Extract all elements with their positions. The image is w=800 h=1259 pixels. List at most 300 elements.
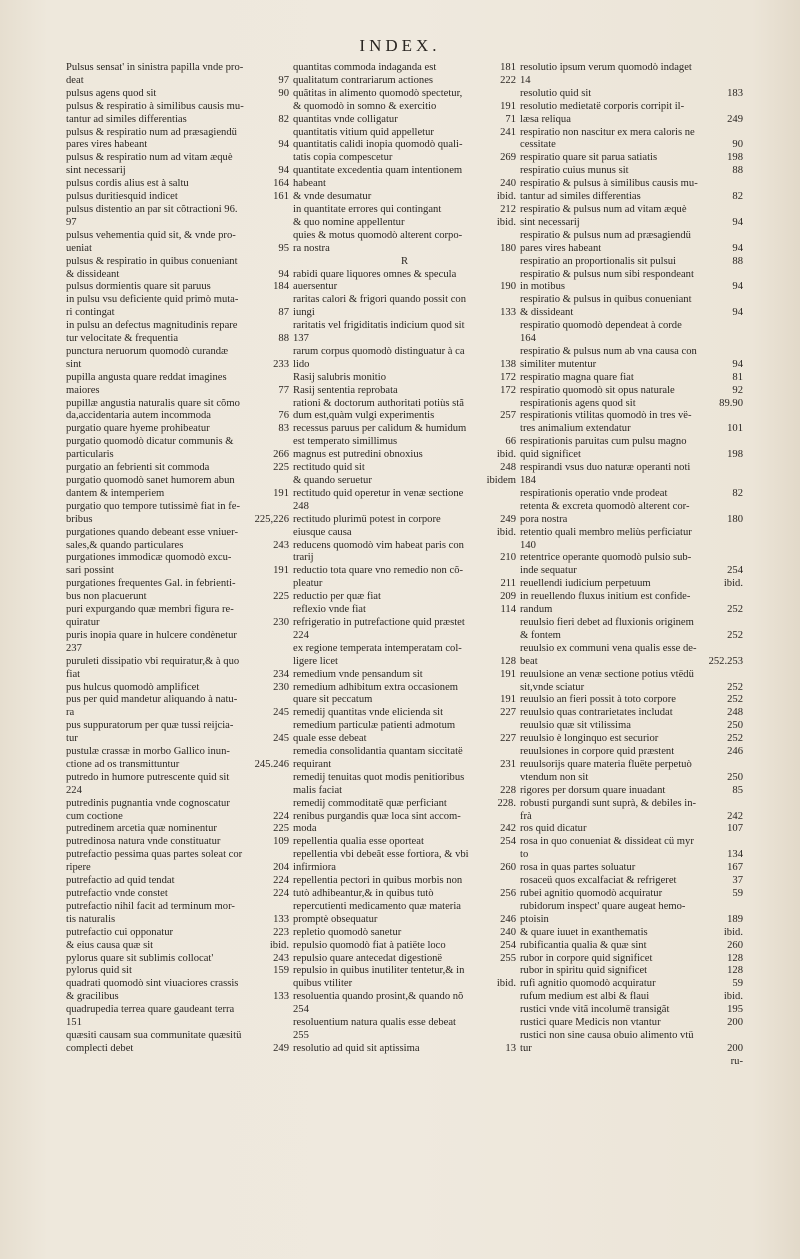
entry-text: quiratur <box>66 616 100 628</box>
entry-page: 59 <box>732 978 743 990</box>
index-entry <box>66 217 289 230</box>
entry-text: Rasij salubris monitio <box>293 371 386 383</box>
entry-text: rectitudo quid sit <box>293 462 365 474</box>
entry-text: infirmiora <box>293 862 336 874</box>
index-columns <box>66 62 772 1069</box>
index-entry <box>293 862 516 875</box>
entry-page: 198 <box>727 449 743 461</box>
index-entry <box>520 862 743 875</box>
index-entry <box>293 243 516 256</box>
entry-page: 190 <box>500 281 516 293</box>
index-entry <box>293 514 516 527</box>
index-entry <box>293 475 516 488</box>
entry-text: respiratio & pulsus num ab vna causa con <box>520 345 697 357</box>
entry-text: pora nostra <box>520 513 568 525</box>
entry-text: pus suppuratorum per quæ tussi reijcia- <box>66 720 234 732</box>
entry-text: puruleti dissipatio vbi requiratur,& à quo <box>66 655 240 667</box>
index-entry <box>520 243 743 256</box>
index-entry <box>293 978 516 991</box>
entry-text: reuulsio è longinquo est securior <box>520 733 659 745</box>
entry-text: reuulsio an fieri possit à toto corpore <box>520 694 676 706</box>
entry-text: puri expurgando quæ membri figura re- <box>66 604 234 616</box>
entry-text: rustici non sine causa obuio alimento vtü <box>520 1029 694 1041</box>
entry-text: pus per quid mandetur aliquando à natu- <box>66 694 238 706</box>
index-entry <box>66 798 289 811</box>
index-entry <box>520 88 743 101</box>
entry-page: 242 <box>727 810 743 822</box>
index-entry <box>520 165 743 178</box>
index-entry <box>520 978 743 991</box>
entry-text: reuulsio fieri debet ad fluxionis originem <box>520 616 694 628</box>
entry-text: cessitate <box>520 139 556 151</box>
entry-page: 252 <box>727 681 743 693</box>
index-entry <box>520 759 743 772</box>
index-entry <box>66 75 289 88</box>
entry-page: 248 <box>727 707 743 719</box>
entry-text: remedium vnde pensandum sit <box>293 668 423 680</box>
entry-page: 245 <box>273 733 289 745</box>
index-entry <box>66 320 289 333</box>
index-entry <box>520 152 743 165</box>
entry-page: 159 <box>273 965 289 977</box>
entry-page: 138 <box>500 358 516 370</box>
entry-text: ri contingat <box>66 307 115 319</box>
index-entry <box>66 449 289 462</box>
entry-page: 82 <box>278 113 289 125</box>
entry-text: pus hulcus quomodò amplificet <box>66 681 200 693</box>
entry-text: reuellendi iudicium perpetuum <box>520 578 651 590</box>
entry-text: & dissideant <box>66 268 120 280</box>
entry-text: respirationis vtilitas quomodò in tres vë- <box>520 410 692 422</box>
entry-page: 76 <box>278 410 289 422</box>
entry-text: pylorus quare sit sublimis collocat' <box>66 952 214 964</box>
index-entry <box>293 720 516 733</box>
entry-text: sint necessarij <box>520 216 580 228</box>
index-entry <box>293 914 516 927</box>
index-entry <box>66 888 289 901</box>
index-entry <box>520 901 743 914</box>
entry-page: 240 <box>500 178 516 190</box>
entry-text: similiter mutentur <box>520 358 597 370</box>
entry-page: 191 <box>500 668 516 680</box>
index-entry <box>293 694 516 707</box>
entry-page: 210 <box>500 552 516 564</box>
index-entry <box>520 682 743 695</box>
entry-text: moda <box>293 823 317 835</box>
index-entry <box>66 436 289 449</box>
entry-text: trarij <box>293 552 314 564</box>
entry-text: reductio per quæ fiat <box>293 591 381 603</box>
index-entry <box>66 720 289 733</box>
entry-text: requirant <box>293 758 332 770</box>
index-entry <box>66 165 289 178</box>
entry-page: 250 <box>727 771 743 783</box>
index-entry <box>66 669 289 682</box>
entry-page: ibid. <box>496 526 516 538</box>
index-entry <box>66 914 289 927</box>
index-entry <box>66 462 289 475</box>
index-entry <box>520 436 743 449</box>
entry-text: reuulsio ex communi vena qualis esse de- <box>520 642 697 654</box>
index-entry <box>293 449 516 462</box>
entry-page: 246 <box>500 913 516 925</box>
entry-page: 184 <box>273 281 289 293</box>
entry-text: 97 <box>66 216 77 228</box>
entry-text: rubificantia qualia & quæ sint <box>520 939 647 951</box>
entry-text: ru- <box>730 1055 743 1067</box>
entry-page: 245 <box>273 707 289 719</box>
entry-text: retenta & excreta quomodò alterent cor- <box>520 500 690 512</box>
entry-text: tantur ad similes differentias <box>520 191 641 203</box>
entry-text: robusti purgandi sunt suprà, & debiles in- <box>520 797 697 809</box>
entry-text: 137 <box>293 333 309 345</box>
entry-page: 88 <box>278 333 289 345</box>
entry-text: respiratio quomodò sit opus naturale <box>520 384 675 396</box>
entry-page: 230 <box>273 681 289 693</box>
entry-text: pustulæ crassæ in morbo Gallico inun- <box>66 746 230 758</box>
index-entry <box>520 656 743 669</box>
entry-text: ex regione temperata intemperatam col- <box>293 642 462 654</box>
index-entry <box>293 527 516 540</box>
index-entry <box>293 346 516 359</box>
entry-text: pulsus & respiratio num ad præsagiendü <box>66 126 237 138</box>
entry-page: 133 <box>273 913 289 925</box>
index-entry <box>66 62 289 75</box>
entry-text: da,accidentaria autem incommoda <box>66 410 212 422</box>
index-entry <box>520 75 743 88</box>
entry-text: putredo in humore putrescente quid sit <box>66 771 230 783</box>
index-entry <box>66 1043 289 1056</box>
entry-text: rustici vnde vitã incolumë transigãt <box>520 1004 670 1016</box>
index-entry <box>293 991 516 1004</box>
index-entry <box>293 217 516 230</box>
index-entry <box>293 927 516 940</box>
entry-text: 14 <box>520 74 531 86</box>
entry-text: rectitudo plurimü potest in corpore <box>293 513 441 525</box>
entry-text: in motibus <box>520 281 566 293</box>
index-entry <box>520 127 743 140</box>
entry-page: 230 <box>273 616 289 628</box>
entry-text: 151 <box>66 1017 82 1029</box>
entry-page: 209 <box>500 591 516 603</box>
index-entry <box>293 798 516 811</box>
entry-text: remedium particulæ patienti admotum <box>293 720 456 732</box>
index-entry <box>66 746 289 759</box>
entry-page: 109 <box>273 836 289 848</box>
entry-text: eiusque causa <box>293 526 352 538</box>
entry-text: respiratio & pulsus num ad præsagiendü <box>520 229 691 241</box>
entry-page: 222 <box>500 74 516 86</box>
entry-text: 184 <box>520 475 536 486</box>
entry-text: beat <box>520 655 538 667</box>
entry-text: rationi & doctorum authoritati potiùs stã <box>293 397 464 409</box>
index-entry <box>520 62 743 75</box>
entry-text: respiratio & pulsus in quibus conueniant <box>520 294 692 306</box>
index-entry <box>520 527 743 540</box>
entry-text: ros quid dicatur <box>520 823 587 835</box>
entry-page: 81 <box>732 371 743 383</box>
index-entry <box>66 243 289 256</box>
entry-page: 191 <box>273 487 289 499</box>
index-entry <box>293 965 516 978</box>
entry-text: putrefactio ad quid tendat <box>66 875 175 887</box>
entry-page: 97 <box>278 74 289 86</box>
index-entry <box>293 940 516 953</box>
entry-text: quantitate excedentia quam intentionem <box>293 165 463 177</box>
entry-text: retentrice operante quomodò pulsio sub- <box>520 552 692 564</box>
index-entry <box>520 372 743 385</box>
entry-text: ptoisin <box>520 913 549 925</box>
index-entry <box>293 836 516 849</box>
entry-text: tutò adhibeantur,& in quibus tutò <box>293 888 434 899</box>
index-entry <box>520 965 743 978</box>
entry-text: pares vires habeant <box>520 242 602 254</box>
entry-text: & quomodò in somno & exercitio <box>293 100 437 112</box>
index-entry <box>293 372 516 385</box>
entry-page: 233 <box>273 358 289 370</box>
entry-page: 204 <box>273 862 289 874</box>
entry-text: repellentia pectori in quibus morbis non <box>293 875 463 887</box>
entry-page: 167 <box>727 862 743 874</box>
entry-text: 140 <box>520 539 536 551</box>
index-entry <box>520 1030 743 1043</box>
index-entry <box>520 475 743 488</box>
entry-page: ibid. <box>723 926 743 938</box>
entry-page: 228 <box>500 784 516 796</box>
index-entry <box>293 901 516 914</box>
entry-text: pupillæ angustia naturalis quare sit cõmo <box>66 397 240 409</box>
index-entry <box>520 346 743 359</box>
entry-text: remedij quantitas vnde elicienda sit <box>293 707 444 719</box>
index-entry <box>293 127 516 140</box>
entry-text: ligere licet <box>293 655 338 667</box>
index-entry <box>66 475 289 488</box>
entry-text: purgatio an febrienti sit commoda <box>66 462 210 474</box>
entry-text: tres animalium extendatur <box>520 423 631 435</box>
entry-text: pulsus cordis alius est à saltu <box>66 178 189 190</box>
entry-page: 234 <box>273 668 289 680</box>
index-entry <box>66 836 289 849</box>
entry-page: 90 <box>732 139 743 151</box>
index-entry <box>66 901 289 914</box>
entry-text: repulsio in quibus inutiliter tentetur,& in <box>293 965 465 977</box>
entry-text: qualitatum contrariarum actiones <box>293 74 434 86</box>
entry-text: in reuellendo fluxus initium est confide- <box>520 591 691 603</box>
index-entry <box>66 527 289 540</box>
index-entry <box>293 823 516 836</box>
entry-page: 94 <box>278 139 289 151</box>
entry-text: ctione ad os transmittuntur <box>66 758 180 770</box>
entry-text: respiratio non nascitur ex mera caloris ne <box>520 126 695 138</box>
index-entry <box>293 875 516 888</box>
entry-text: 237 <box>66 642 82 654</box>
entry-text: quãtitas in alimento quomodò spectetur, <box>293 87 463 99</box>
entry-text: pulsus agens quod sit <box>66 87 157 99</box>
entry-text: sint <box>66 358 82 370</box>
entry-text: bribus <box>66 513 93 525</box>
entry-text: purgatio quomodò sanet humorem abun <box>66 475 235 486</box>
entry-text: sit,vnde sciatur <box>520 681 585 693</box>
index-entry <box>293 165 516 178</box>
entry-page: 88 <box>732 165 743 177</box>
entry-page: 195 <box>727 1004 743 1016</box>
index-entry <box>66 849 289 862</box>
index-entry <box>520 398 743 411</box>
index-entry <box>66 88 289 101</box>
entry-text: inde sequatur <box>520 565 577 577</box>
index-entry <box>66 281 289 294</box>
index-entry <box>293 462 516 475</box>
index-entry <box>520 256 743 269</box>
index-entry <box>66 772 289 785</box>
entry-text: pylorus quid sit <box>66 965 132 977</box>
entry-page: 94 <box>732 242 743 254</box>
entry-page: 128 <box>500 655 516 667</box>
entry-text: puris inopia quare in hulcere condènetur <box>66 629 237 641</box>
entry-page: 200 <box>727 1042 743 1054</box>
entry-text: tantur ad similes differentias <box>66 113 187 125</box>
index-entry <box>66 707 289 720</box>
entry-text: & quando seruetur <box>293 475 372 486</box>
index-entry <box>66 204 289 217</box>
index-entry <box>293 630 516 643</box>
entry-page: 211 <box>500 578 516 590</box>
entry-text: putrefactio pessima quas partes soleat cor <box>66 849 243 861</box>
entry-page: 212 <box>500 203 516 215</box>
entry-text: quadrati quomodò sint viuaciores crassis <box>66 978 239 990</box>
index-entry <box>520 1004 743 1017</box>
entry-page: 128 <box>727 952 743 964</box>
entry-page: 85 <box>732 784 743 796</box>
catchword <box>520 1056 743 1069</box>
entry-text: habeant <box>293 178 326 190</box>
index-entry <box>293 540 516 553</box>
index-entry <box>293 139 516 152</box>
index-entry <box>293 423 516 436</box>
entry-text: in pulsu an defectus magnitudinis repare <box>66 320 238 332</box>
entry-text: & eius causa quæ sit <box>66 939 154 951</box>
index-entry <box>293 398 516 411</box>
entry-text: cum coctione <box>66 810 123 822</box>
entry-page: 228. <box>497 797 516 809</box>
entry-text: resoluentium natura qualis esse debeat <box>293 1017 456 1029</box>
index-entry <box>293 385 516 398</box>
index-entry <box>293 152 516 165</box>
entry-page: 252.253 <box>708 655 743 667</box>
index-entry <box>520 875 743 888</box>
entry-page: 191 <box>500 694 516 706</box>
entry-text: iungi <box>293 307 315 319</box>
index-entry <box>293 488 516 501</box>
entry-text: & gracilibus <box>66 991 119 1003</box>
index-entry <box>293 178 516 191</box>
index-entry <box>520 139 743 152</box>
entry-text: pupilla angusta quare reddat imagines <box>66 371 227 383</box>
index-entry <box>66 978 289 991</box>
entry-page: 227 <box>500 733 516 745</box>
entry-page: 183 <box>727 87 743 99</box>
entry-page: 181 <box>500 62 516 73</box>
index-entry <box>66 114 289 127</box>
index-entry <box>293 953 516 966</box>
index-entry <box>520 707 743 720</box>
entry-page: 87 <box>278 307 289 319</box>
entry-text: ripere <box>66 862 91 874</box>
entry-text: quæsiti causam sua communitate quæsitü <box>66 1029 242 1041</box>
entry-text: purgationes quando debeant esse vniuer- <box>66 526 238 538</box>
index-entry <box>520 385 743 398</box>
entry-text: & quo nomine appellentur <box>293 216 405 228</box>
entry-page: 95 <box>278 242 289 254</box>
index-entry <box>520 101 743 114</box>
entry-text: quid significet <box>520 449 581 461</box>
index-entry <box>66 514 289 527</box>
index-entry <box>293 333 516 346</box>
entry-text: 224 <box>66 784 82 796</box>
index-entry <box>520 462 743 475</box>
entry-text: deat <box>66 74 84 86</box>
entry-text: putredinem arcetia quæ nominentur <box>66 823 217 835</box>
entry-text: magnus est putredini obnoxius <box>293 449 423 461</box>
entry-text: est temperato simillimus <box>293 436 398 448</box>
entry-page: 133 <box>273 991 289 1003</box>
entry-page: 59 <box>732 888 743 899</box>
index-entry <box>66 1017 289 1030</box>
entry-text: tur velocitate & frequentia <box>66 333 179 345</box>
entry-text: & vnde desumatur <box>293 191 372 203</box>
entry-page: 172 <box>500 384 516 396</box>
entry-text: ra nostra <box>293 242 330 254</box>
entry-text: rarum corpus quomodò distinguatur à ca <box>293 345 465 357</box>
index-entry <box>66 953 289 966</box>
entry-text: respirandi vsus duo naturæ operanti noti <box>520 462 691 474</box>
entry-text: remedia consolidantia quantam siccitatë <box>293 746 463 758</box>
index-entry <box>66 604 289 617</box>
index-entry <box>66 552 289 565</box>
entry-text: sari possint <box>66 565 114 577</box>
entry-text: & fontem <box>520 629 561 641</box>
index-entry <box>293 436 516 449</box>
entry-text: reuulsorijs quare materia fluëte perpetuò <box>520 758 692 770</box>
index-entry <box>293 101 516 114</box>
entry-page: 255 <box>500 952 516 964</box>
entry-text: respiratio quomodò dependeat à corde <box>520 320 682 332</box>
entry-text: quadrupedia terrea quare gaudeant terra <box>66 1004 235 1016</box>
entry-page: 256 <box>500 888 516 899</box>
entry-text: rufum medium est albi & flaui <box>520 991 650 1003</box>
index-entry <box>66 359 289 372</box>
entry-page: 225 <box>273 823 289 835</box>
entry-text: dantem & intemperiem <box>66 487 165 499</box>
index-entry <box>293 733 516 746</box>
entry-page: ibid. <box>496 978 516 990</box>
entry-page: 71 <box>505 113 516 125</box>
index-entry <box>520 772 743 785</box>
index-entry <box>520 488 743 501</box>
entry-page: 82 <box>732 487 743 499</box>
entry-page: 13 <box>505 1042 516 1054</box>
entry-text: rabidi quare liquores omnes & specula <box>293 268 457 280</box>
index-entry <box>293 682 516 695</box>
index-entry <box>66 127 289 140</box>
entry-page: 189 <box>727 913 743 925</box>
entry-page: 114 <box>500 604 516 616</box>
entry-text: quantitas commoda indaganda est <box>293 62 437 73</box>
entry-text: randum <box>520 604 553 616</box>
entry-text: Rasij sententia reprobata <box>293 384 398 396</box>
index-entry <box>520 927 743 940</box>
index-entry <box>520 514 743 527</box>
